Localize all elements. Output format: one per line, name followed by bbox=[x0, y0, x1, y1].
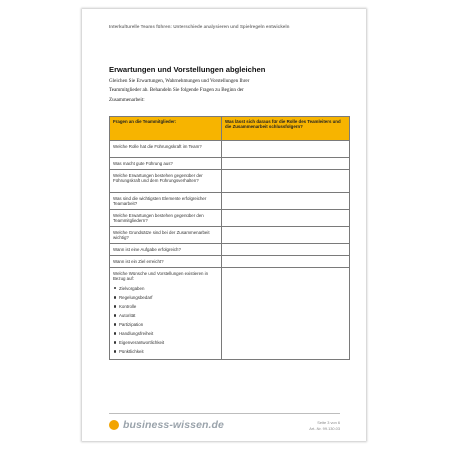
bullet-icon bbox=[114, 323, 116, 325]
bullet-icon bbox=[114, 350, 116, 352]
section-title: Erwartungen und Vorstellungen abgleichen bbox=[109, 65, 266, 74]
answer-cell[interactable] bbox=[222, 244, 350, 256]
list-item: Pünktlichkeit bbox=[113, 347, 218, 356]
list-item: Partizipation bbox=[113, 320, 218, 329]
question-cell: Was sind die wichtigsten Elemente erfolgreicher Teamarbeit? bbox=[110, 193, 222, 210]
business-wissen-logo[interactable] bbox=[109, 419, 224, 431]
answer-cell[interactable] bbox=[222, 210, 350, 227]
intro-paragraph bbox=[109, 77, 339, 105]
col-conclusions-header: Was lässt sich daraus für die Rolle des Teamleiters und die Zusammenarbeit schlussfolgern? bbox=[222, 117, 350, 141]
answer-cell[interactable] bbox=[222, 256, 350, 268]
question-cell: Welche Rolle hat die Führungskraft im Team? bbox=[110, 141, 222, 158]
table-row bbox=[110, 141, 350, 158]
bullet-icon bbox=[114, 314, 116, 316]
document-page bbox=[82, 9, 366, 441]
list-item: Regelungsbedarf bbox=[113, 293, 218, 302]
list-item: Handlungsfreiheit bbox=[113, 329, 218, 338]
question-cell-with-list bbox=[110, 268, 222, 360]
table-row bbox=[110, 244, 350, 256]
list-item: Zielvorgaben bbox=[113, 284, 218, 293]
footer-meta bbox=[309, 420, 340, 432]
logo-dot-icon bbox=[109, 420, 119, 430]
answer-cell[interactable] bbox=[222, 170, 350, 193]
page-number: Seite 3 von 6 bbox=[317, 420, 340, 425]
footer-divider bbox=[109, 413, 340, 414]
intro-line: Zusammenarbeit: bbox=[109, 96, 145, 103]
list-item: Eigenverantwortlichkeit bbox=[113, 338, 218, 347]
bullet-list bbox=[113, 284, 218, 356]
question-cell: Welche Erwartungen bestehen gegenüber der Führungskraft und dem Führungsverhalten? bbox=[110, 170, 222, 193]
table-row bbox=[110, 158, 350, 170]
bullet-icon bbox=[114, 287, 116, 289]
answer-cell[interactable] bbox=[222, 268, 350, 360]
table-header-row bbox=[110, 117, 350, 141]
table-row bbox=[110, 227, 350, 244]
intro-line: Gleichen Sie Erwartungen, Wahrnehmungen und Vorstellungen Ihrer bbox=[109, 78, 250, 84]
list-item: Kontrolle bbox=[113, 302, 218, 311]
table-row bbox=[110, 210, 350, 227]
article-number: Art.-Nr. 99.130.03 bbox=[309, 426, 340, 431]
answer-cell[interactable] bbox=[222, 227, 350, 244]
col-questions-header: Fragen an die Teammitglieder: bbox=[110, 117, 222, 141]
question-cell: Was macht gute Führung aus? bbox=[110, 158, 222, 170]
table-row bbox=[110, 170, 350, 193]
table-row bbox=[110, 256, 350, 268]
list-item: Autorität bbox=[113, 311, 218, 320]
intro-line: Teammitglieder ab. Behandeln Sie folgende Fragen zu Beginn der bbox=[109, 87, 244, 94]
answer-cell[interactable] bbox=[222, 158, 350, 170]
bullet-icon bbox=[114, 296, 116, 298]
table-row bbox=[110, 268, 350, 360]
bullet-icon bbox=[114, 332, 116, 334]
question-cell: Welche Erwartungen bestehen gegenüber den Teammitgliedern? bbox=[110, 210, 222, 227]
question-cell: Wann ist ein Ziel erreicht? bbox=[110, 256, 222, 268]
bullet-icon bbox=[114, 305, 116, 307]
questions-table bbox=[109, 116, 350, 360]
table-row bbox=[110, 193, 350, 210]
answer-cell[interactable] bbox=[222, 141, 350, 158]
question-cell: Welche Grundsätze sind bei der Zusammenarbeit wichtig? bbox=[110, 227, 222, 244]
running-header: Interkulturelle Teams führen: Unterschiede analysieren und Spielregeln entwickeln bbox=[109, 24, 290, 29]
bullet-icon bbox=[114, 341, 116, 343]
answer-cell[interactable] bbox=[222, 193, 350, 210]
question-cell: Wann ist eine Aufgabe erfolgreich? bbox=[110, 244, 222, 256]
list-question: Welche Wünsche und Vorstellungen existieren in Bezug auf: bbox=[113, 270, 209, 281]
logo-text: business-wissen.de bbox=[123, 419, 225, 431]
